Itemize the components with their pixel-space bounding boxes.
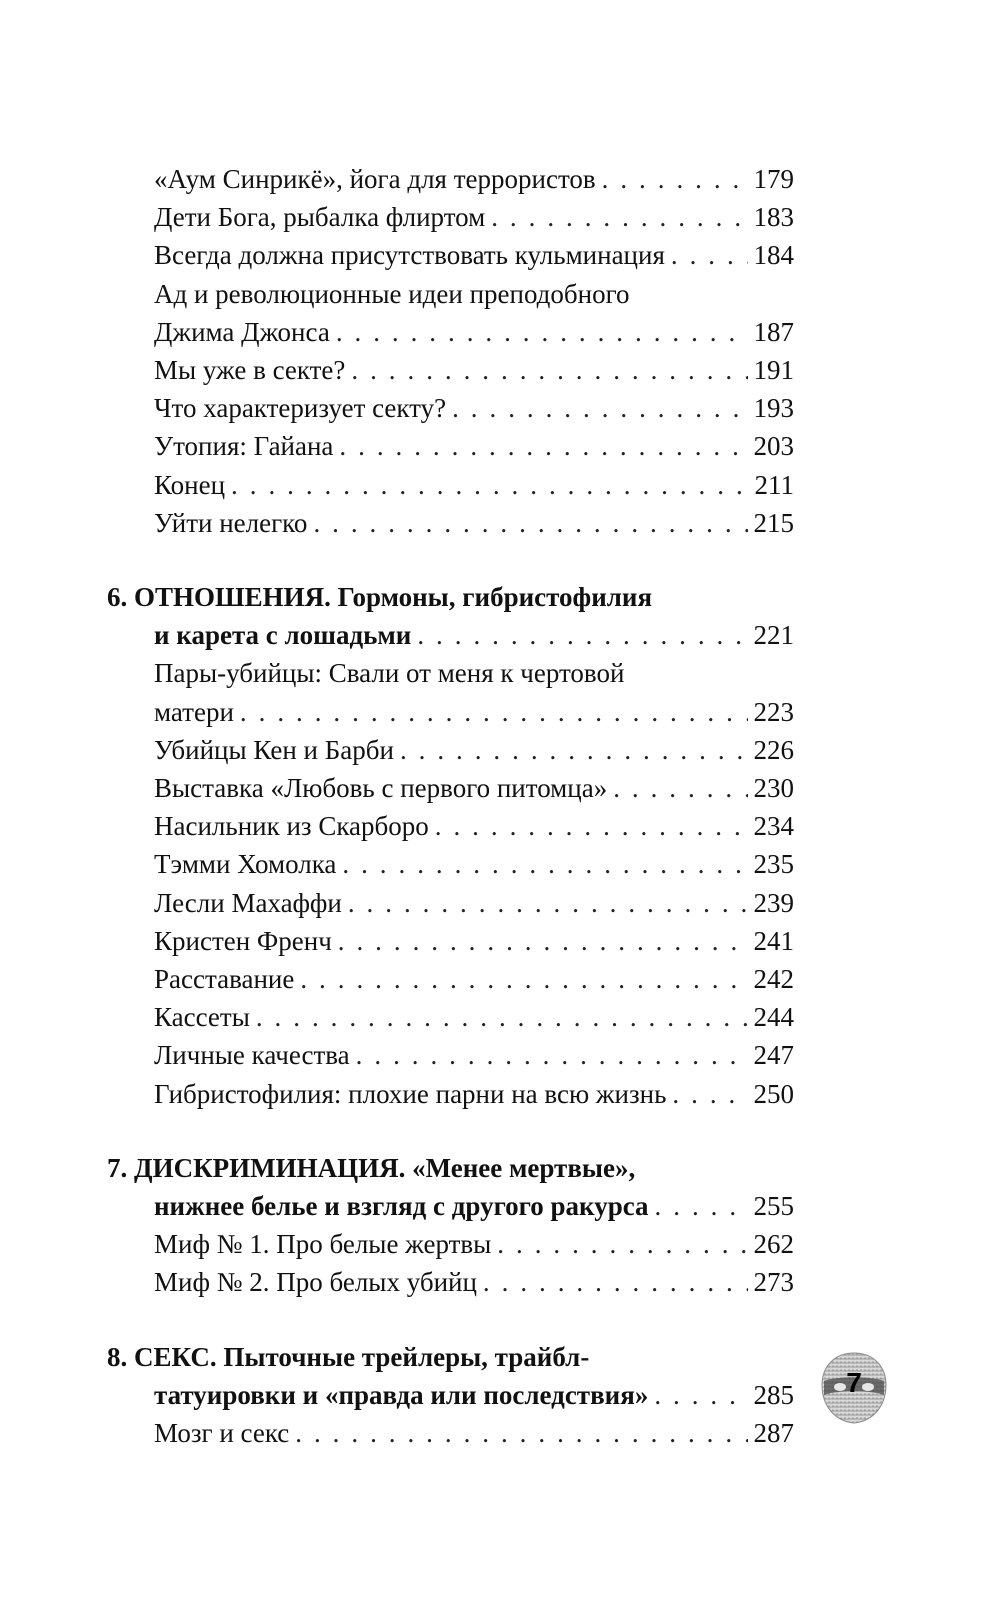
toc-entry-page: 287 xyxy=(753,1418,794,1449)
chapter-heading-7-cont[interactable] xyxy=(107,1187,794,1225)
chapter-title-line: нижнее белье и взгляд с другого ракурса xyxy=(154,1191,649,1222)
toc-entry-page: 273 xyxy=(753,1267,794,1298)
toc-entry[interactable] xyxy=(107,313,794,351)
section-gap xyxy=(107,1113,794,1149)
toc-entry-line[interactable] xyxy=(107,654,794,692)
toc-entry-page: 223 xyxy=(753,696,794,727)
dot-leader xyxy=(655,1187,748,1225)
toc-entry-page: 203 xyxy=(753,431,794,462)
dot-leader xyxy=(654,1376,747,1414)
dot-leader xyxy=(435,807,748,845)
toc-entry-page: 255 xyxy=(753,1191,794,1222)
dot-leader xyxy=(417,616,747,654)
toc-entry-page: 183 xyxy=(753,202,794,233)
toc-entry-title: Утопия: Гайана xyxy=(154,431,334,462)
toc-entry[interactable] xyxy=(107,160,794,198)
chapter-heading-8[interactable] xyxy=(107,1338,794,1376)
dot-leader xyxy=(348,884,748,922)
toc-entry-title: Кассеты xyxy=(154,1002,250,1033)
toc-entry-title: Всегда должна присутствовать кульминация xyxy=(154,240,665,271)
toc-entry-page: 244 xyxy=(753,1002,794,1033)
toc-entry[interactable] xyxy=(107,466,794,504)
toc-entry-page: 242 xyxy=(753,964,794,995)
toc-entry-page: 234 xyxy=(753,811,794,842)
toc-entry[interactable] xyxy=(107,731,794,769)
toc-entry[interactable] xyxy=(107,1225,794,1263)
dot-leader xyxy=(602,160,748,198)
toc-entry-title: Уйти нелегко xyxy=(154,507,308,538)
toc-entry-page: 226 xyxy=(753,734,794,765)
dot-leader xyxy=(400,731,748,769)
chapter-heading-7[interactable] xyxy=(107,1149,794,1187)
toc-entry-title: Дети Бога, рыбалка флиртом xyxy=(154,202,486,233)
dot-leader xyxy=(336,313,748,351)
dot-leader xyxy=(351,351,747,389)
toc-entry-page: 247 xyxy=(753,1040,794,1071)
toc-entry-title: матери xyxy=(154,696,234,727)
toc-entry[interactable] xyxy=(107,1075,794,1113)
toc-entry[interactable] xyxy=(107,884,794,922)
chapter-title-line: 6. ОТНОШЕНИЯ. Гормоны, гибристофилия xyxy=(107,582,653,613)
toc-entry-title: Мы уже в секте? xyxy=(154,355,346,386)
dot-leader xyxy=(356,1036,748,1074)
toc-entry[interactable] xyxy=(107,198,794,236)
page-number: 7 xyxy=(846,1367,862,1398)
dot-leader xyxy=(497,1225,747,1263)
toc-entry-page: 230 xyxy=(753,773,794,804)
chapter-title-line: татуировки и «правда или последствия» xyxy=(154,1379,649,1410)
toc-entry-page: 250 xyxy=(753,1078,794,1109)
toc-entry-title: Убийцы Кен и Барби xyxy=(154,734,394,765)
toc-entry-title: Мозг и секс xyxy=(154,1418,290,1449)
toc-entry[interactable] xyxy=(107,960,794,998)
toc-entry-page: 235 xyxy=(753,849,794,880)
toc-entry-title: Лесли Махаффи xyxy=(154,887,342,918)
toc-entry[interactable] xyxy=(107,236,794,274)
dot-leader xyxy=(256,998,748,1036)
toc-entry[interactable] xyxy=(107,389,794,427)
section-gap xyxy=(107,1302,794,1338)
dot-leader xyxy=(491,198,747,236)
dot-leader xyxy=(313,504,747,542)
toc-entry-page: 215 xyxy=(753,507,794,538)
toc-entry[interactable] xyxy=(107,427,794,465)
toc-entry[interactable] xyxy=(107,769,794,807)
dot-leader xyxy=(300,960,747,998)
toc-entry-title: «Аум Синрикё», йога для террористов xyxy=(154,164,596,194)
toc-entry-title: Пары-убийцы: Свали от меня к чертовой xyxy=(154,658,625,689)
chapter-title-line: 8. СЕКС. Пыточные трейлеры, трайбл- xyxy=(107,1341,590,1372)
page-number-badge xyxy=(816,1349,892,1427)
toc-entry-page: 239 xyxy=(753,887,794,918)
toc-entry-title: Конец xyxy=(154,469,226,500)
toc-entry[interactable] xyxy=(107,504,794,542)
toc-entry-title: Ад и революционные идеи преподобного xyxy=(154,278,630,309)
dot-leader xyxy=(231,466,748,504)
toc-entry-title: Расставание xyxy=(154,964,295,995)
dot-leader xyxy=(339,427,747,465)
dot-leader xyxy=(452,389,747,427)
chapter-heading-8-cont[interactable] xyxy=(107,1376,794,1414)
dot-leader xyxy=(342,845,747,883)
toc-entry-page: 262 xyxy=(753,1229,794,1260)
toc-entry-page: 241 xyxy=(753,925,794,956)
dot-leader xyxy=(672,1075,747,1113)
dot-leader xyxy=(240,693,748,731)
toc-entry-title: Что характеризует секту? xyxy=(154,393,447,424)
dot-leader xyxy=(338,922,748,960)
table-of-contents xyxy=(107,160,794,1452)
toc-entry[interactable] xyxy=(107,1263,794,1301)
toc-entry-title: Джима Джонса xyxy=(154,316,330,347)
toc-entry-page: 211 xyxy=(754,469,794,500)
toc-entry-page: 179 xyxy=(753,164,794,194)
chapter-heading-6[interactable] xyxy=(107,578,794,616)
toc-entry-title: Личные качества xyxy=(154,1040,350,1071)
chapter-heading-6-cont[interactable] xyxy=(107,616,794,654)
chapter-title-line: 7. ДИСКРИМИНАЦИЯ. «Менее мертвые», xyxy=(107,1152,636,1183)
dot-leader xyxy=(295,1414,747,1452)
toc-entry-page: 184 xyxy=(753,240,794,271)
toc-entry-page: 193 xyxy=(753,393,794,424)
toc-entry[interactable] xyxy=(107,351,794,389)
dot-leader xyxy=(613,769,747,807)
section-gap xyxy=(107,542,794,578)
toc-entry[interactable] xyxy=(107,998,794,1036)
toc-entry-title: Миф № 2. Про белых убийц xyxy=(154,1267,477,1298)
toc-entry[interactable] xyxy=(107,807,794,845)
dot-leader xyxy=(671,236,748,274)
toc-entry-page: 221 xyxy=(753,620,794,651)
toc-entry-title: Гибристофилия: плохие парни на всю жизнь xyxy=(154,1078,667,1109)
toc-entry-line[interactable] xyxy=(107,275,794,313)
toc-entry[interactable] xyxy=(107,693,794,731)
toc-entry-page: 285 xyxy=(753,1379,794,1410)
toc-entry-page: 191 xyxy=(753,355,794,386)
toc-entry[interactable] xyxy=(107,922,794,960)
toc-entry-title: Выставка «Любовь с первого питомца» xyxy=(154,773,608,804)
toc-entry[interactable] xyxy=(107,1036,794,1074)
toc-entry-page: 187 xyxy=(753,316,794,347)
toc-entry-title: Тэмми Хомолка xyxy=(154,849,337,880)
dot-leader xyxy=(483,1263,748,1301)
toc-entry-title: Кристен Френч xyxy=(154,925,332,956)
chapter-title-line: и карета с лошадьми xyxy=(154,620,412,651)
toc-entry-title: Насильник из Скарборо xyxy=(154,811,429,842)
toc-entry[interactable] xyxy=(107,1414,794,1452)
toc-entry[interactable] xyxy=(107,845,794,883)
toc-entry-title: Миф № 1. Про белые жертвы xyxy=(154,1229,492,1260)
